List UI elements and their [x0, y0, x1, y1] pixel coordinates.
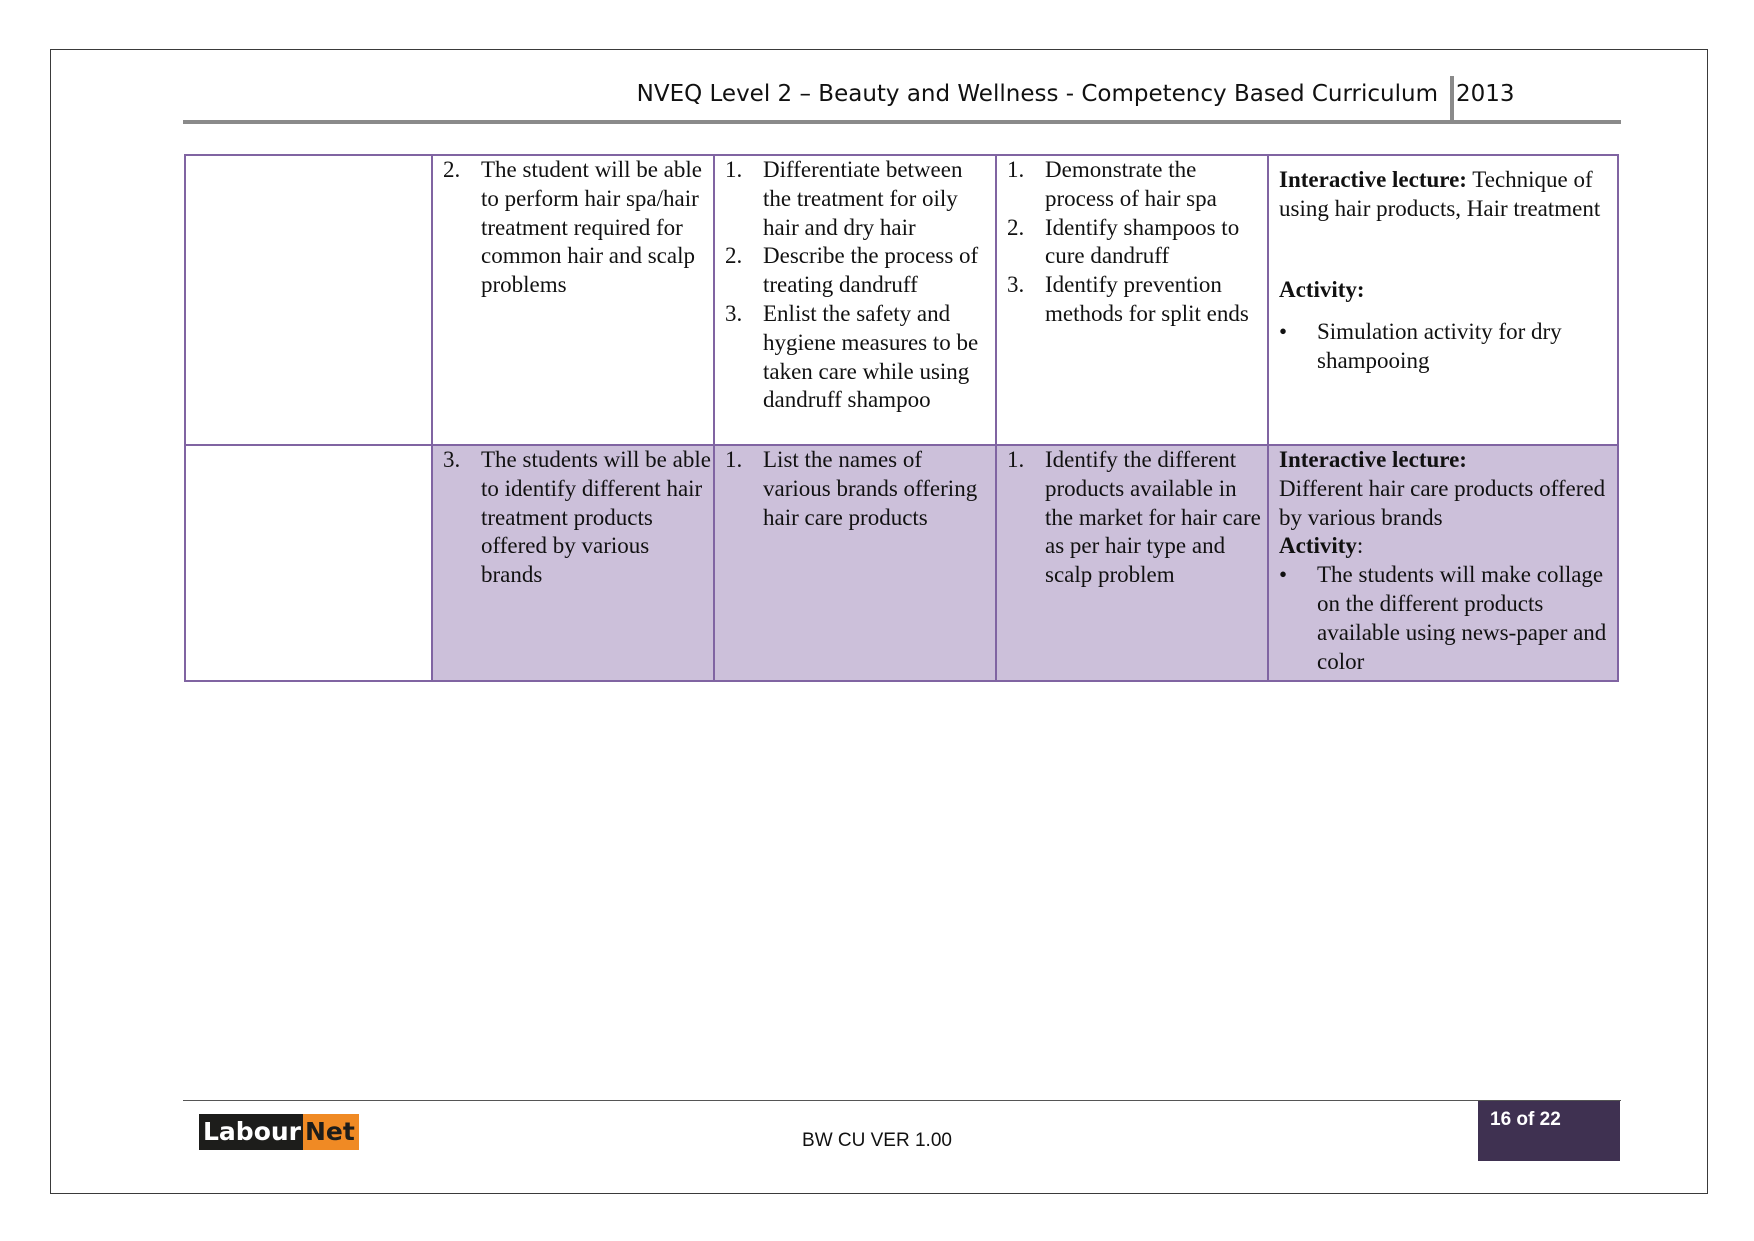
activity-heading: Activity:: [1279, 276, 1365, 302]
item-text: Describe the process of treating dandruff: [763, 243, 979, 298]
item-number: 3.: [443, 447, 461, 472]
header-rule: [183, 120, 1621, 124]
item-number: 2.: [443, 157, 461, 182]
item-number: 2.: [725, 243, 743, 269]
method-content: [1269, 446, 1617, 676]
header-year: 2013: [1456, 81, 1515, 107]
logo-part-net: Net: [303, 1114, 359, 1150]
list-item: [433, 156, 713, 300]
item-text: Identify the different products available in the market for hair care as per hair type and scalp problem: [1045, 447, 1261, 588]
list-item: [715, 242, 995, 300]
lecture-text: Technique of using hair products, Hair treatment: [1279, 167, 1601, 221]
list-item: [715, 156, 995, 242]
item-number: 3.: [1007, 272, 1025, 298]
item-number: 1.: [725, 447, 743, 472]
item-text: Simulation activity for dry shampooing: [1317, 319, 1562, 374]
item-number: 1.: [725, 157, 743, 182]
item-text: Demonstrate the process of hair spa: [1045, 157, 1217, 211]
lecture-label: Interactive lecture:: [1279, 167, 1467, 192]
item-text: Identify shampoos to cure dandruff: [1045, 214, 1240, 269]
bullet-icon: •: [1279, 562, 1288, 588]
item-text: Enlist the safety and hygiene measures to be taken care while using dandruff shampoo: [763, 300, 979, 413]
table-row: [185, 155, 1618, 445]
list-item: [997, 446, 1267, 590]
header-separator: [1450, 76, 1454, 122]
lecture-text: Different hair care products offered by various brands: [1279, 475, 1606, 530]
header-title: NVEQ Level 2 – Beauty and Wellness - Competency Based Curriculum: [636, 81, 1438, 107]
list-item: [433, 446, 713, 590]
bullet-icon: •: [1279, 319, 1288, 345]
page-header: [183, 78, 1621, 120]
list-item: [715, 446, 995, 532]
lecture-paragraph: [1279, 166, 1607, 224]
activity-suffix: :: [1356, 533, 1364, 559]
list-item: [997, 156, 1267, 214]
curriculum-table: [184, 154, 1619, 682]
item-text: Differentiate between the treatment for oily hair and dry hair: [763, 157, 963, 240]
footer-version: BW CU VER 1.00: [802, 1130, 952, 1151]
unit-cell: [185, 155, 432, 445]
item-text: The student will be able to perform hair spa/hair treatment required for common hair and scalp problems: [481, 157, 702, 298]
theory-cell: [714, 155, 996, 445]
theory-cell: [714, 445, 996, 681]
item-number: 3.: [725, 300, 743, 326]
item-text: List the names of various brands offering hair care products: [763, 447, 978, 530]
list-item: [1279, 561, 1607, 676]
practical-cell: [996, 155, 1268, 445]
activity-label: Activity: [1279, 533, 1357, 559]
list-item: [1279, 318, 1607, 376]
method-content: [1269, 156, 1617, 376]
list-item: [997, 214, 1267, 272]
learning-outcome-cell: [432, 155, 714, 445]
footer-rule: [183, 1100, 1621, 1101]
item-text: Identify prevention methods for split ends: [1045, 272, 1249, 326]
page-number-box: [1478, 1101, 1620, 1161]
table-row: [185, 445, 1618, 681]
practical-cell: [996, 445, 1268, 681]
item-text: The students will be able to identify different hair treatment products offered by various brands: [481, 447, 711, 588]
item-number: 1.: [1007, 447, 1025, 472]
list-item: [715, 300, 995, 415]
list-item: [997, 271, 1267, 329]
method-cell: [1268, 445, 1618, 681]
learning-outcome-cell: [432, 445, 714, 681]
item-number: 2.: [1007, 214, 1025, 240]
page-number: 16 of 22: [1490, 1109, 1561, 1130]
item-text: The students will make collage on the different products available using news-paper and color: [1317, 562, 1607, 674]
logo-part-labour: Labour: [199, 1114, 303, 1150]
item-number: 1.: [1007, 157, 1025, 182]
method-cell: [1268, 155, 1618, 445]
unit-cell: [185, 445, 432, 681]
activity-heading: [1279, 532, 1607, 561]
lecture-label: Interactive lecture:: [1279, 447, 1467, 472]
